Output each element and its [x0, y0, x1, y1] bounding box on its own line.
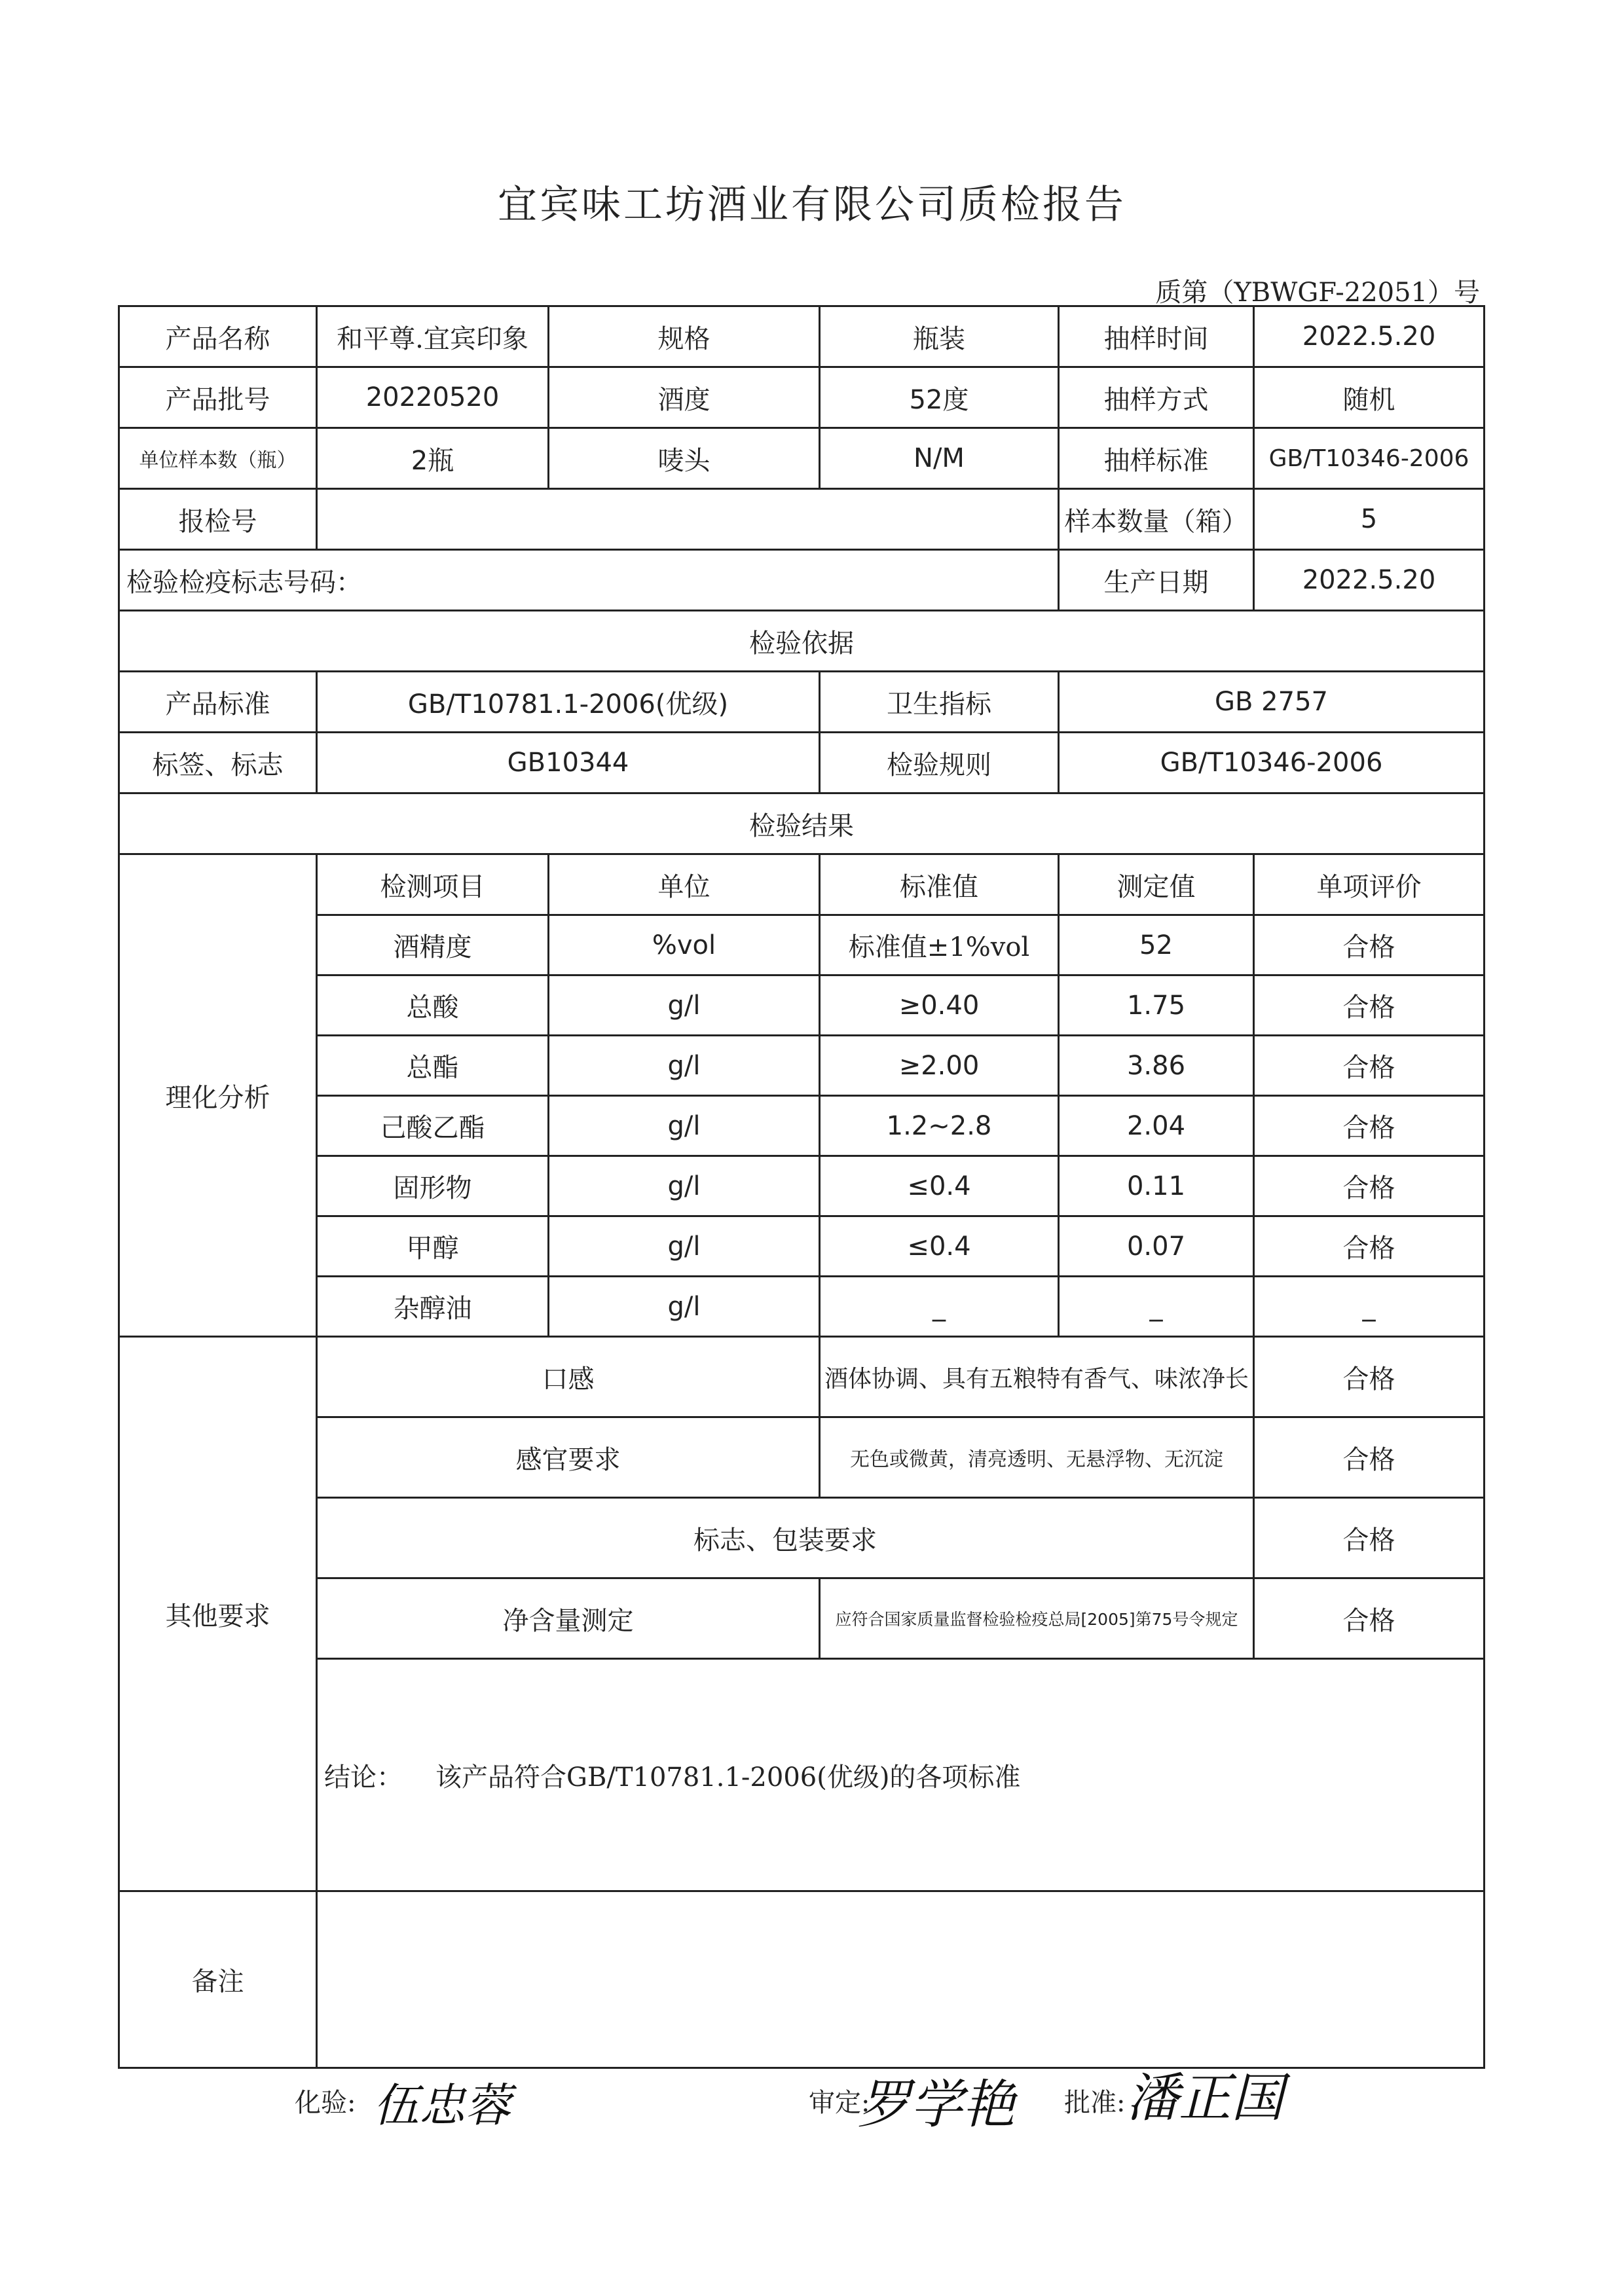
table-row: [119, 1096, 1485, 1156]
remarks-value: [317, 1891, 1485, 2068]
item-name: 固形物: [317, 1156, 549, 1216]
document-number: 质第（YBWGF-22051）号: [1155, 278, 1480, 308]
rules-value: GB/T10346-2006: [1059, 733, 1485, 793]
sampling-time-value: 2022.5.20: [1254, 306, 1485, 367]
item-evaluation: _: [1254, 1277, 1485, 1337]
item-name: 总酸: [317, 975, 549, 1036]
item-evaluation: 合格: [1254, 1036, 1485, 1096]
table-row: [119, 1216, 1485, 1277]
report-no-label: 报检号: [119, 489, 317, 550]
sampling-std-label: 抽样标准: [1059, 428, 1254, 489]
item-evaluation: 合格: [1254, 1096, 1485, 1156]
sampling-time-label: 抽样时间: [1059, 306, 1254, 367]
package-label: 标志、包装要求: [317, 1498, 1254, 1578]
info-row: [119, 489, 1485, 550]
item-measured: 3.86: [1059, 1036, 1254, 1096]
labeling-label: 标签、标志: [119, 733, 317, 793]
quarantine-label: 检验检疫标志号码：: [119, 550, 1059, 611]
item-evaluation: 合格: [1254, 1216, 1485, 1277]
other-row: [119, 1498, 1485, 1578]
results-heading: 检验结果: [119, 793, 1485, 854]
item-standard: ≤0.4: [820, 1156, 1059, 1216]
item-standard: ≤0.4: [820, 1216, 1059, 1277]
rules-label: 检验规则: [820, 733, 1059, 793]
item-measured: _: [1059, 1277, 1254, 1337]
item-name: 己酸乙酯: [317, 1096, 549, 1156]
item-evaluation: 合格: [1254, 975, 1485, 1036]
net-content-value: 应符合国家质量监督检验检疫总局[2005]第75号令规定: [820, 1578, 1254, 1659]
table-row: [119, 1277, 1485, 1337]
taste-value: 酒体协调、具有五粮特有香气、味浓净长: [820, 1337, 1254, 1417]
table-row: [119, 915, 1485, 975]
item-name: 总酯: [317, 1036, 549, 1096]
column-header: 测定值: [1059, 854, 1254, 915]
item-unit: g/l: [549, 1036, 820, 1096]
spec-value: 瓶装: [820, 306, 1059, 367]
column-header: 检测项目: [317, 854, 549, 915]
sample-qty-value: 5: [1254, 489, 1485, 550]
hygiene-label: 卫生指标: [820, 672, 1059, 733]
info-row: [119, 367, 1485, 428]
sensory-evaluation: 合格: [1254, 1417, 1485, 1498]
item-standard: _: [820, 1277, 1059, 1337]
sample-qty-label: 样本数量（箱）: [1059, 489, 1254, 550]
item-unit: g/l: [549, 975, 820, 1036]
hygiene-value: GB 2757: [1059, 672, 1485, 733]
abv-value: 52度: [820, 367, 1059, 428]
tester-signature: 伍忠蓉: [373, 2079, 511, 2132]
section-heading-row: [119, 793, 1485, 854]
reviewer-label: 审定:: [809, 2088, 870, 2118]
physchem-group-label: 理化分析: [119, 854, 317, 1337]
report-no-value: [317, 489, 1059, 550]
table-row: [119, 1036, 1485, 1096]
conclusion-label: 结论：: [324, 1762, 403, 1793]
approver-label: 批准:: [1064, 2088, 1126, 2118]
item-measured: 2.04: [1059, 1096, 1254, 1156]
item-standard: ≥0.40: [820, 975, 1059, 1036]
mark-label: 唛头: [549, 428, 820, 489]
info-row: [119, 428, 1485, 489]
item-unit: g/l: [549, 1096, 820, 1156]
item-measured: 0.07: [1059, 1216, 1254, 1277]
remarks-row: [119, 1891, 1485, 2068]
taste-evaluation: 合格: [1254, 1337, 1485, 1417]
product-std-value: GB/T10781.1-2006(优级): [317, 672, 820, 733]
other-row: [119, 1578, 1485, 1659]
net-content-label: 净含量测定: [317, 1578, 820, 1659]
unit-samples-label: 单位样本数（瓶）: [119, 428, 317, 489]
sensory-label: 感官要求: [317, 1417, 820, 1498]
taste-label: 口感: [317, 1337, 820, 1417]
unit-samples-value: 2瓶: [317, 428, 549, 489]
other-row: [119, 1337, 1485, 1417]
conclusion-text: 该产品符合GB/T10781.1-2006(优级)的各项标准: [435, 1762, 1021, 1793]
column-header: 单项评价: [1254, 854, 1485, 915]
item-standard: ≥2.00: [820, 1036, 1059, 1096]
info-row: [119, 306, 1485, 367]
item-unit: g/l: [549, 1277, 820, 1337]
item-evaluation: 合格: [1254, 1156, 1485, 1216]
results-header-row: [119, 854, 1485, 915]
item-standard: 标准值±1%vol: [820, 915, 1059, 975]
item-name: 酒精度: [317, 915, 549, 975]
product-name-value: 和平尊.宜宾印象: [317, 306, 549, 367]
item-unit: g/l: [549, 1216, 820, 1277]
section-heading-row: [119, 611, 1485, 672]
table-row: [119, 1156, 1485, 1216]
basis-row: [119, 672, 1485, 733]
net-content-evaluation: 合格: [1254, 1578, 1485, 1659]
production-date-value: 2022.5.20: [1254, 550, 1485, 611]
item-measured: 0.11: [1059, 1156, 1254, 1216]
basis-heading: 检验依据: [119, 611, 1485, 672]
production-date-label: 生产日期: [1059, 550, 1254, 611]
spec-label: 规格: [549, 306, 820, 367]
tester-label: 化验:: [295, 2088, 356, 2118]
table-row: [119, 975, 1485, 1036]
item-measured: 52: [1059, 915, 1254, 975]
other-row: [119, 1417, 1485, 1498]
mark-value: N/M: [820, 428, 1059, 489]
approver-signature: 潘正国: [1126, 2068, 1283, 2128]
inspection-table: [118, 305, 1485, 2069]
remarks-label: 备注: [119, 1891, 317, 2068]
abv-label: 酒度: [549, 367, 820, 428]
item-evaluation: 合格: [1254, 915, 1485, 975]
sampling-method-label: 抽样方式: [1059, 367, 1254, 428]
sensory-value: 无色或微黄，清亮透明、无悬浮物、无沉淀: [820, 1417, 1254, 1498]
product-name-label: 产品名称: [119, 306, 317, 367]
batch-label: 产品批号: [119, 367, 317, 428]
column-header: 标准值: [820, 854, 1059, 915]
column-header: 单位: [549, 854, 820, 915]
labeling-value: GB10344: [317, 733, 820, 793]
item-unit: %vol: [549, 915, 820, 975]
reviewer-signature: 罗学艳: [858, 2074, 1015, 2135]
item-unit: g/l: [549, 1156, 820, 1216]
batch-value: 20220520: [317, 367, 549, 428]
item-measured: 1.75: [1059, 975, 1254, 1036]
info-row: [119, 550, 1485, 611]
report-title: 宜宾味工坊酒业有限公司质检报告: [498, 182, 1126, 228]
product-std-label: 产品标准: [119, 672, 317, 733]
item-name: 杂醇油: [317, 1277, 549, 1337]
basis-row: [119, 733, 1485, 793]
sampling-method-value: 随机: [1254, 367, 1485, 428]
item-name: 甲醇: [317, 1216, 549, 1277]
item-standard: 1.2~2.8: [820, 1096, 1059, 1156]
conclusion-cell: [317, 1659, 1485, 1891]
package-evaluation: 合格: [1254, 1498, 1485, 1578]
conclusion-row: [119, 1659, 1485, 1891]
other-group-label: 其他要求: [119, 1337, 317, 1891]
sampling-std-value: GB/T10346-2006: [1254, 428, 1485, 489]
